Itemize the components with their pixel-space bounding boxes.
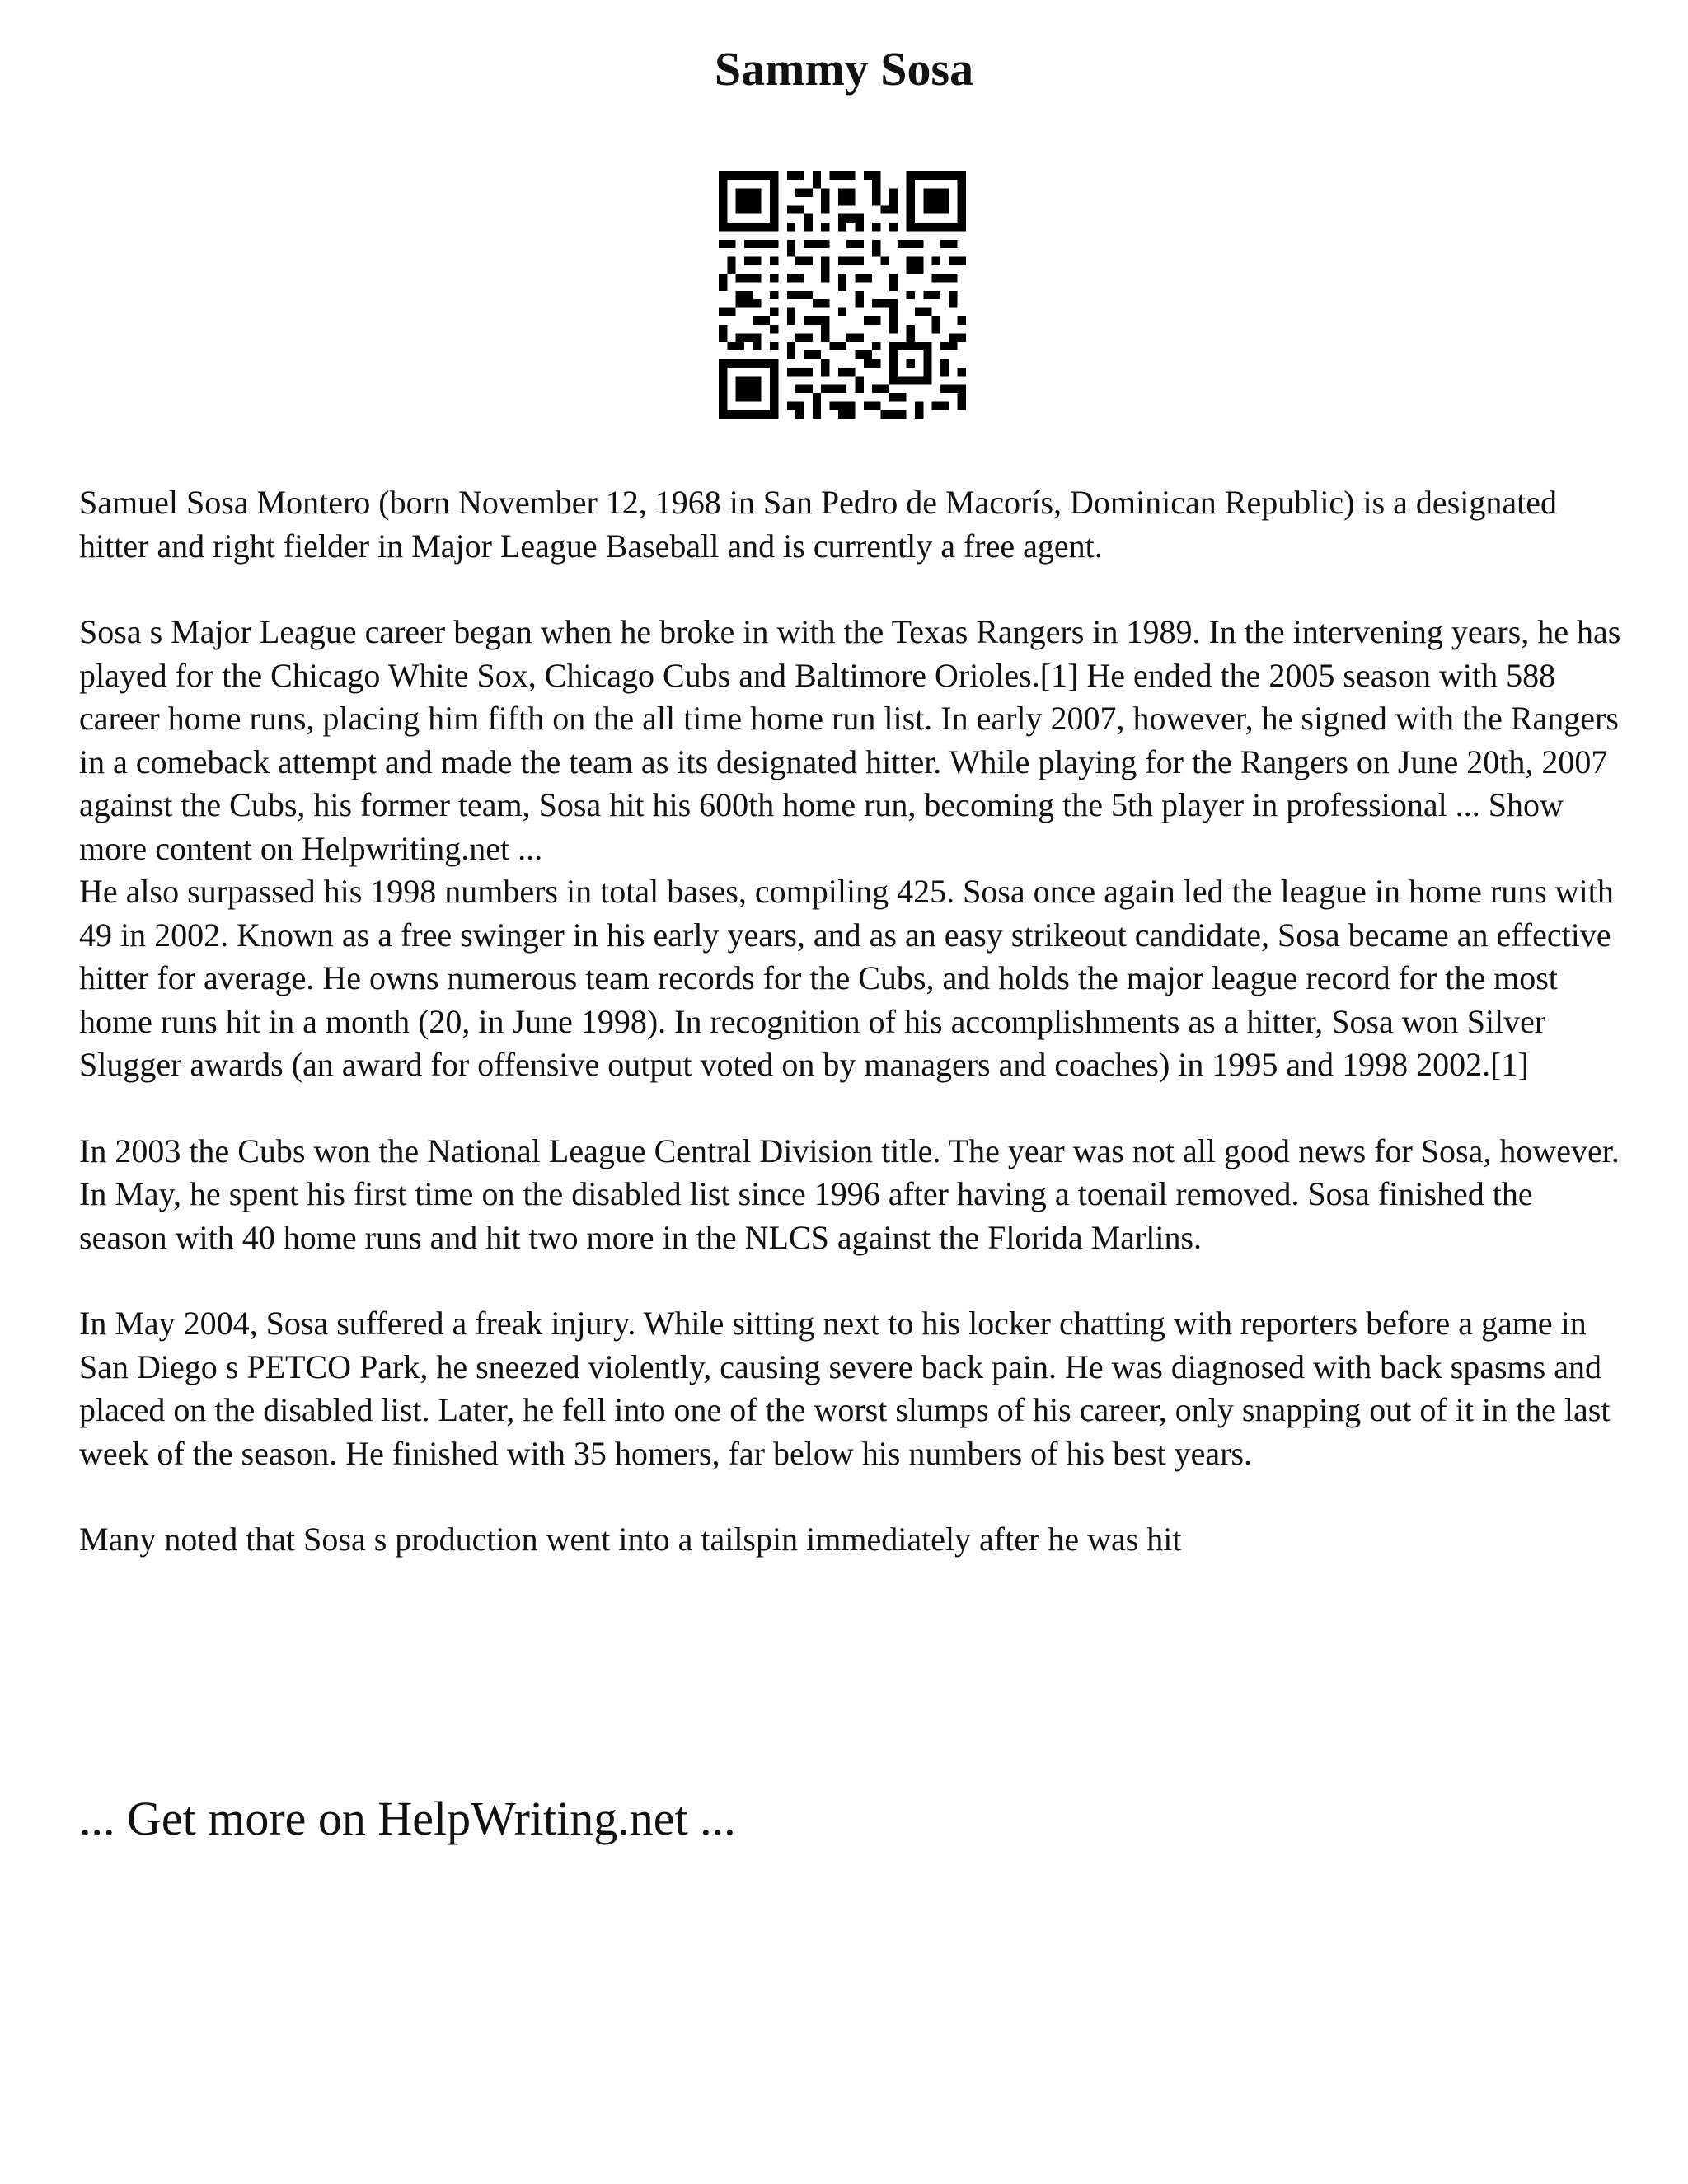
qr-code-graphic (719, 171, 966, 419)
get-more-link[interactable]: ... Get more on HelpWriting.net ... (79, 1792, 736, 1845)
paragraph-intro: Samuel Sosa Montero (born November 12, 1968 in San Pedro de Macorís, Dominican Republic) is a designated hitter and right fielder in Major League Baseball and is currently a free agent. (79, 484, 1557, 565)
paragraph-2004-injury: In May 2004, Sosa suffered a freak injury. While sitting next to his locker chatting with reporters before a game in San Diego s PETCO Park, he sneezed violently, causing severe back pain. He was diagnosed with back spasms and placed on the disabled list. Later, he fell into one of the worst slumps of his career, only snapping out of it in the last week of the season. He finished with 35 homers, far below his numbers of his best years. (79, 1305, 1611, 1472)
page-title: Sammy Sosa (714, 42, 974, 96)
qr-code-icon (719, 171, 966, 419)
paragraph-records: He also surpassed his 1998 numbers in total bases, compiling 425. Sosa once again led the league in home runs with 49 in 2002. Known as a free swinger in his early years, and as an easy strikeout candidate, Sosa became an effective hitter for average. He owns numerous team records for the Cubs, and holds the major league record for the most home runs hit in a month (20, in June 1998). In recognition of his accomplishments as a hitter, Sosa won Silver Slugger awards (an award for offensive output voted on by managers and coaches) in 1995 and 1998 2002.[1] (79, 873, 1614, 1083)
article-body (79, 481, 1629, 1605)
paragraph-2003-season: In 2003 the Cubs won the National League Central Division title. The year was not all good news for Sosa, however. In May, he spent his first time on the disabled list since 1996 after having a toenail removed. Sosa finished the season with 40 home runs and hit two more in the NLCS against the Florida Marlins. (79, 1132, 1620, 1256)
paragraph-production: Many noted that Sosa s production went into a tailspin immediately after he was hit (79, 1521, 1182, 1558)
paragraph-career: Sosa s Major League career began when he broke in with the Texas Rangers in 1989. In the intervening years, he has played for the Chicago White Sox, Chicago Cubs and Baltimore Orioles.[1] He ended the 2005 season with 588 career home runs, placing him fifth on the all time home run list. In early 2007, however, he signed with the Rangers in a comeback attempt and made the team as its designated hitter. While playing for the Rangers on June 20th, 2007 against the Cubs, his former team, Sosa hit his 600th home run, becoming the 5th player in professional ... Show more content on Helpwriting.net ... (79, 613, 1621, 867)
